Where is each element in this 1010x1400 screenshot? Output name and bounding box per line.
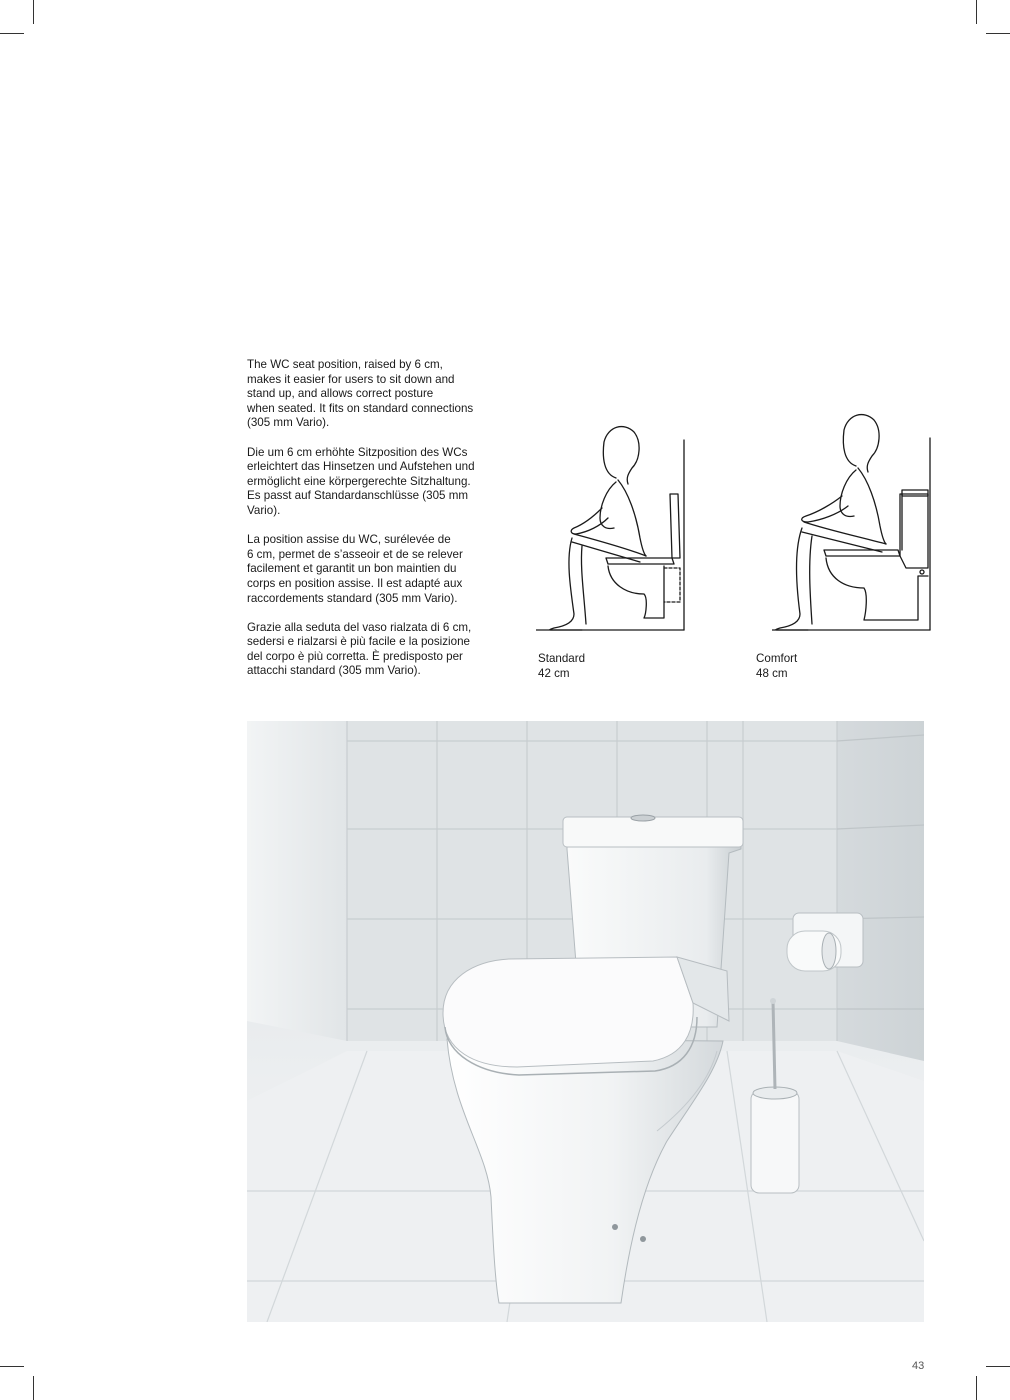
description-column	[247, 358, 497, 694]
standard-label: Standard	[538, 652, 586, 665]
crop-mark	[0, 33, 24, 34]
product-photo	[247, 721, 924, 1322]
paragraph-italian: Grazie alla seduta del vaso rialzata di 6 cm, sedersi e rialzarsi è più facile e la posizione del corpo è più corretta. È predisposto per attacchi standard (305 mm Vario).	[247, 620, 472, 678]
crop-mark	[33, 0, 34, 24]
comfort-caption	[756, 652, 797, 681]
comfort-height: 48 cm	[756, 666, 788, 680]
paragraph-french: La position assise du WC, surélevée de 6 cm, permet de s’asseoir et de se relever facilement et garantit un bon maintien du corps en position assise. Il est adapté aux raccordements standard (305 mm Vario).	[247, 533, 463, 605]
comfort-seating-illustration	[772, 410, 934, 632]
standard-seating-illustration	[536, 418, 688, 632]
paragraph-english: The WC seat position, raised by 6 cm, makes it easier for users to sit down and stand up, and allows correct posture when seated. It fits on standard connections (305 mm Vario).	[247, 358, 474, 430]
crop-mark	[0, 1366, 24, 1367]
crop-mark	[976, 1376, 977, 1400]
crop-mark	[986, 33, 1010, 34]
paragraph-german: Die um 6 cm erhöhte Sitzposition des WCs erleichtert das Hinsetzen und Aufstehen und ermöglicht eine körpergerechte Sitzhaltung. Es passt auf Standardanschlüsse (305 mm Vario).	[247, 445, 475, 517]
comfort-label: Comfort	[756, 652, 798, 665]
crop-mark	[986, 1366, 1010, 1367]
crop-mark	[33, 1376, 34, 1400]
page-number: 43	[912, 1360, 925, 1372]
crop-mark	[976, 0, 977, 24]
toilet-bathroom-scene	[247, 721, 924, 1322]
standard-height: 42 cm	[538, 666, 570, 680]
standard-caption	[538, 652, 585, 681]
